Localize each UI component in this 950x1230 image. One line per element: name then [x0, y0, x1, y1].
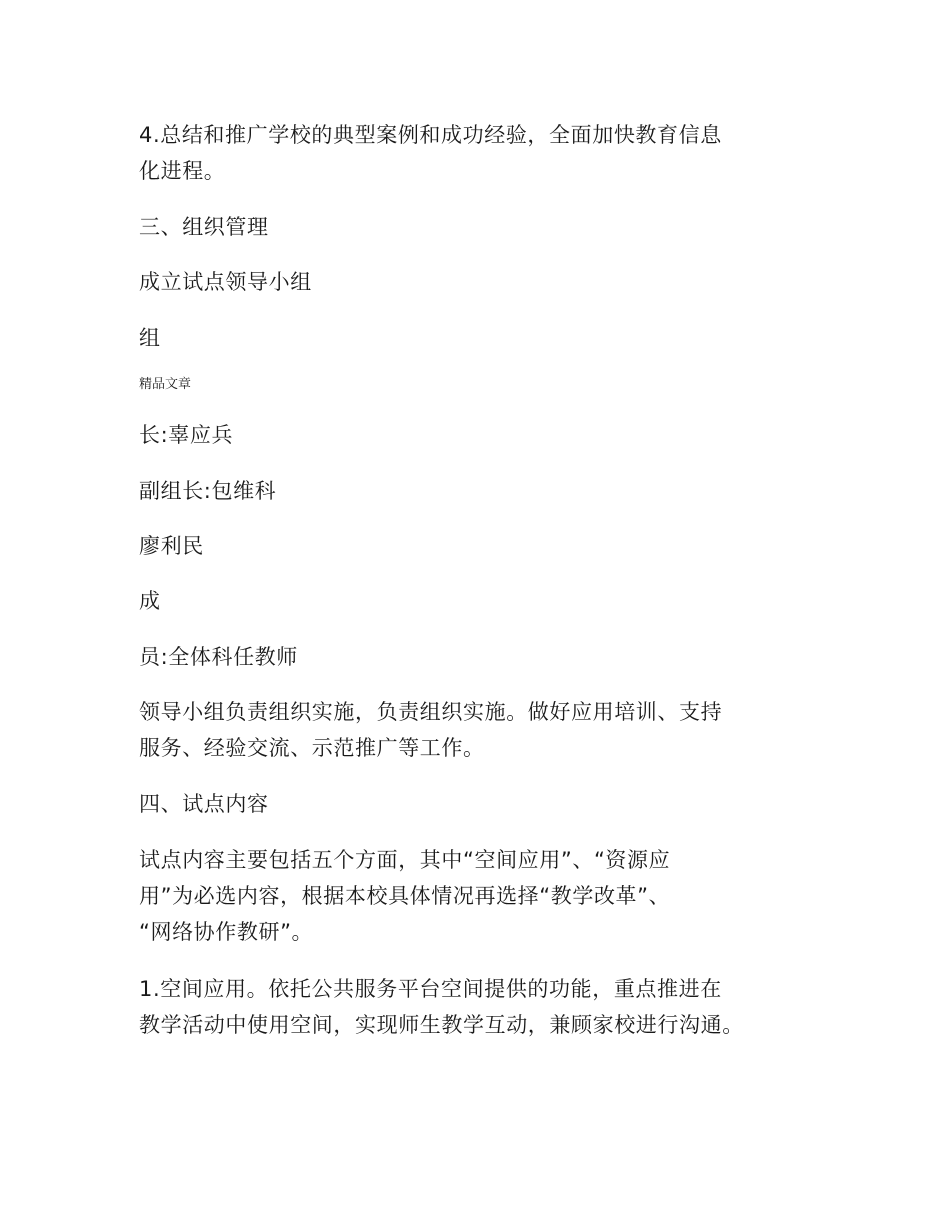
paragraph-group-leader: 长:辜应兵: [139, 423, 234, 447]
paragraph-pilot-content: [139, 842, 829, 950]
paragraph-space-application: [139, 971, 829, 1043]
text-line: “网络协作教研”。: [139, 920, 314, 944]
text-line: 教学活动中使用空间，实现师生教学互动，兼顾家校进行沟通。: [139, 1013, 744, 1037]
section-heading-pilot-content: 四、试点内容: [139, 792, 269, 816]
paragraph-deputy-name: 廖利民: [139, 534, 204, 558]
text-line: 服务、经验交流、示范推广等工作。: [139, 736, 485, 760]
text-line: 试点内容主要包括五个方面，其中“空间应用”、“资源应: [139, 848, 671, 872]
paragraph-members: 员:全体科任教师: [139, 645, 298, 669]
paragraph-duties: [139, 694, 829, 766]
paragraph-summary: [139, 117, 829, 189]
paragraph-cheng: 成: [139, 589, 161, 613]
text-line: 4.总结和推广学校的典型案例和成功经验，全面加快教育信息: [139, 123, 722, 147]
watermark-text: 精品文章: [139, 377, 192, 392]
paragraph-deputy-leader: 副组长:包维科: [139, 479, 277, 503]
paragraph-zu: 组: [139, 326, 161, 350]
text-line: 用”为必选内容，根据本校具体情况再选择“教学改革”、: [139, 884, 671, 908]
text-line: 化进程。: [139, 159, 226, 183]
paragraph-leading-group: 成立试点领导小组: [139, 270, 312, 294]
text-line: 领导小组负责组织实施，负责组织实施。做好应用培训、支持: [139, 700, 723, 724]
section-heading-organization: 三、组织管理: [139, 215, 269, 239]
text-line: 1.空间应用。依托公共服务平台空间提供的功能，重点推进在: [139, 977, 722, 1001]
